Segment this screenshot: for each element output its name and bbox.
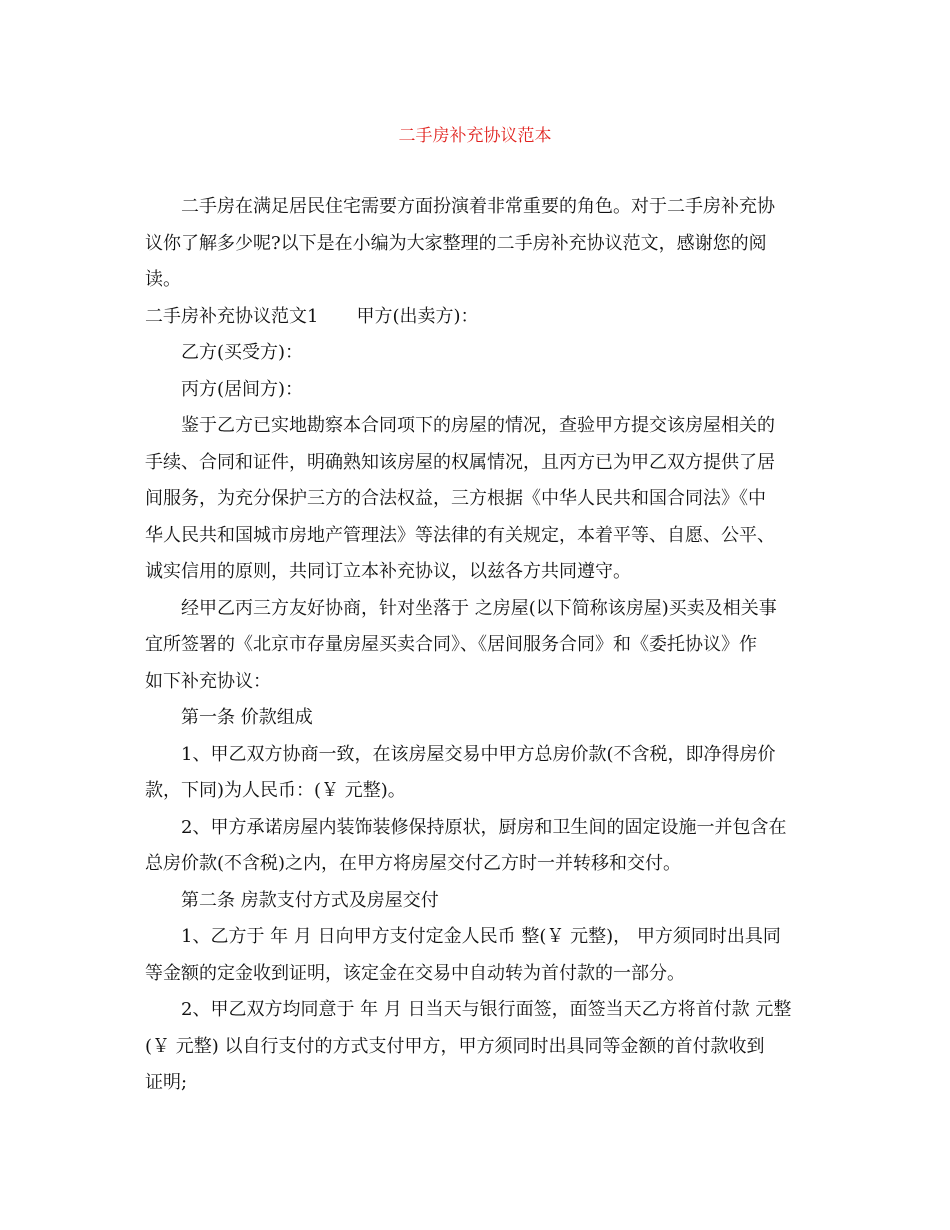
article-line: 1、乙方于 年 月 日向甲方支付定金人民币 整(￥ 元整)， 甲方须同时出具同	[181, 926, 781, 947]
intro-line: 二手房在满足居民住宅需要方面扮演着非常重要的角色。对于二手房补充协	[181, 196, 775, 217]
recital-line: 诚实信用的原则，共同订立本补充协议，以兹各方共同遵守。	[145, 561, 631, 582]
article-line: 证明;	[145, 1072, 188, 1093]
recital-line: 间服务，为充分保护三方的合法权益，三方根据《中华人民共和国合同法》《中	[145, 488, 766, 509]
article-1-title: 第一条 价款组成	[181, 707, 313, 728]
section-heading-line	[145, 299, 810, 336]
article-1-item-2	[145, 810, 810, 883]
section-heading: 二手房补充协议范文1	[145, 305, 319, 327]
party-a-label: 甲方(出卖方)：	[356, 305, 479, 327]
article-line: 1、甲乙双方协商一致，在该房屋交易中甲方总房价款(不含税，即净得房价	[181, 743, 776, 765]
intro-line: 读。	[145, 269, 181, 290]
recital-line: 华人民共和国城市房地产管理法》等法律的有关规定，本着平等、自愿、公平、	[145, 524, 775, 546]
agreement-line: 经甲乙丙三方友好协商，针对坐落于 之房屋(以下简称该房屋)买卖及相关事	[181, 597, 777, 619]
recital-paragraph	[145, 408, 810, 591]
article-line: 等金额的定金收到证明，该定金在交易中自动转为首付款的一部分。	[145, 962, 685, 984]
party-b-label: 乙方(买受方)：	[181, 342, 304, 363]
article-2-item-2	[145, 992, 810, 1102]
article-line: (￥ 元整) 以自行支付的方式支付甲方，甲方须同时出具同等金额的首付款收到	[145, 1035, 765, 1057]
party-c-label: 丙方(居间方)：	[181, 378, 304, 400]
article-1-item-1	[145, 737, 810, 810]
article-line: 2、甲乙双方均同意于 年 月 日当天与银行面签，面签当天乙方将首付款 元整	[181, 999, 792, 1020]
article-line: 总房价款(不含税)之内，在甲方将房屋交付乙方时一并转移和交付。	[145, 853, 682, 874]
article-2-title: 第二条 房款支付方式及房屋交付	[181, 889, 439, 911]
intro-paragraph	[145, 189, 810, 299]
agreement-line: 如下补充协议：	[145, 670, 271, 692]
document-title: 二手房补充协议范本	[398, 126, 552, 146]
agreement-line: 宜所签署的《北京市存量房屋买卖合同》、《居间服务合同》和《委托协议》作	[145, 634, 757, 655]
recital-line: 手续、合同和证件，明确熟知该房屋的权属情况，且丙方已为甲乙双方提供了居	[145, 451, 775, 473]
document-body	[145, 189, 810, 1102]
article-line: 款，下同)为人民币：(￥ 元整)。	[145, 780, 406, 801]
article-line: 2、甲方承诺房屋内装饰装修保持原状，厨房和卫生间的固定设施一并包含在	[181, 816, 787, 838]
article-2-item-1	[145, 919, 810, 992]
agreement-paragraph	[145, 591, 810, 701]
intro-line: 议你了解多少呢?以下是在小编为大家整理的二手房补充协议范文，感谢您的阅	[145, 232, 767, 254]
recital-line: 鉴于乙方已实地勘察本合同项下的房屋的情况，查验甲方提交该房屋相关的	[181, 415, 775, 436]
